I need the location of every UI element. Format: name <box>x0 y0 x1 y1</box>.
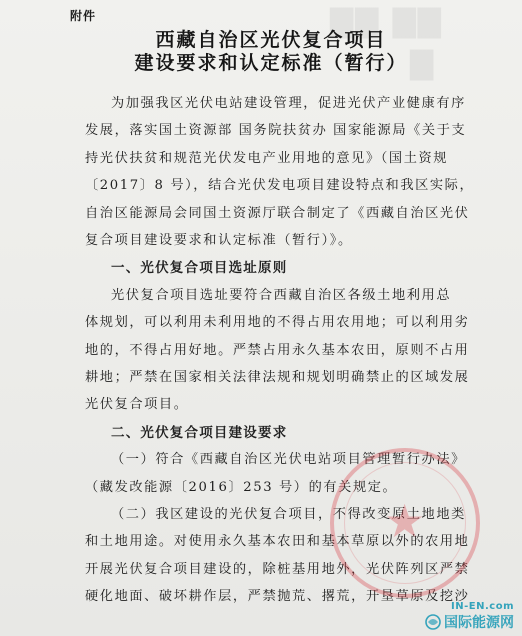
body-text-line: 硬化地面、破坏耕作层，严禁抛荒、撂荒，开垦草原及挖沙 <box>85 589 470 605</box>
body-text-line: 地的，不得占用好地。严禁占用永久基本农田，原则不占用 <box>85 342 470 358</box>
document-title-line-1: 西藏自治区光伏复合项目 <box>155 29 387 51</box>
watermark-logo-icon <box>425 614 441 630</box>
body-text-line: 发展，落实国土资源部 国务院扶贫办 国家能源局《关于支 <box>85 123 467 139</box>
site-watermark <box>425 601 514 632</box>
body-text-line: 持光伏扶贫和规范光伏发电产业用地的意见》（国土资规 <box>85 150 449 166</box>
body-text-line: 〔2017〕8 号），结合光伏发电项目建设特点和我区实际， <box>85 178 475 194</box>
watermark-name: 国际能源网 <box>444 615 514 631</box>
section-heading: 二、光伏复合项目建设要求 <box>111 424 288 441</box>
body-text-line: （藏发改能源〔2016〕253 号）的有关规定。 <box>85 479 398 495</box>
watermark-brand <box>425 612 514 632</box>
document-title-line-2: 建设要求和认定标准（暂行） <box>134 52 408 74</box>
body-text-line: 复合项目建设要求和认定标准（暂行）》。 <box>85 233 353 248</box>
body-text-line: 和土地用途。对使用永久基本农田和基本草原以外的农用地 <box>85 534 470 550</box>
section-heading: 一、光伏复合项目选址原则 <box>111 260 288 277</box>
body-text-line: 光伏复合项目选址要符合西藏自治区各级土地利用总 <box>111 287 452 303</box>
body-text-line: 自治区能源局会同国土资源厅联合制定了《西藏自治区光伏 <box>85 205 470 221</box>
bleed-through-mark: ▇ <box>410 46 434 81</box>
seal-star-icon: ★ <box>384 494 426 548</box>
body-text-line: （二）我区建设的光伏复合项目，不得改变原土地地类 <box>111 507 466 522</box>
attachment-label: 附件 <box>70 9 97 23</box>
official-seal-stamp <box>330 448 480 598</box>
body-text-line: 为加强我区光伏电站建设管理，促进光伏产业健康有序 <box>111 96 466 111</box>
body-text-line: （一）符合《西藏自治区光伏电站项目管理暂行办法》 <box>111 452 466 468</box>
body-text-line: 开展光伏复合项目建设的，除桩基用地外，光伏阵列区严禁 <box>85 561 470 577</box>
watermark-site: IN-EN.com <box>451 601 514 612</box>
body-text-line: 体规划，可以利用未利用地的不得占用农用地；可以利用劣 <box>85 315 470 331</box>
body-text-line: 光伏复合项目。 <box>85 397 189 413</box>
body-text-line: 耕地；严禁在国家相关法律法规和规划明确禁止的区域发展 <box>85 370 470 385</box>
bleed-through-mark: ▇▇ ▇▇ <box>330 4 443 39</box>
